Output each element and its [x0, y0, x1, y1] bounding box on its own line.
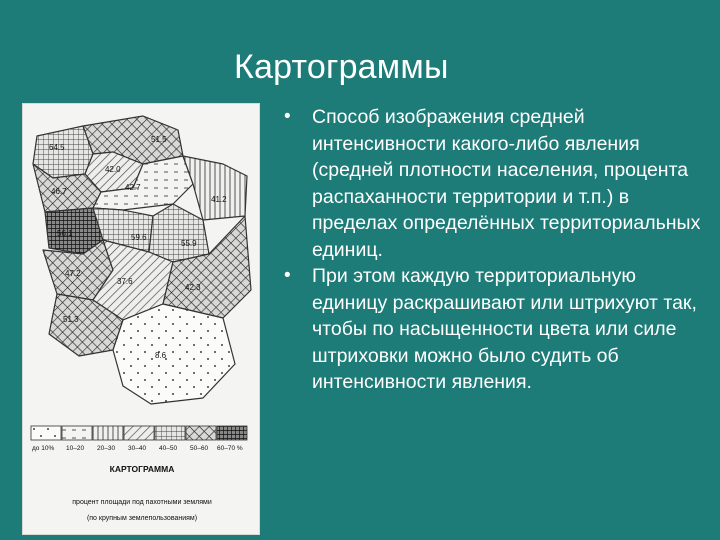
caption [72, 464, 212, 522]
legend-swatch [186, 426, 216, 440]
region-value: 51.3 [63, 315, 79, 324]
region-east [183, 156, 247, 220]
region-south [113, 304, 235, 404]
cartogram-figure [22, 103, 260, 535]
legend-label: до 10% [32, 445, 55, 452]
legend [31, 426, 247, 452]
legend-label: 30–40 [128, 445, 147, 452]
legend-label: 50–60 [190, 445, 209, 452]
legend-swatch [62, 426, 92, 440]
region-value: 51.5 [151, 135, 167, 144]
bullet-item [284, 104, 704, 263]
legend-swatch [124, 426, 154, 440]
region-value: 8.6 [155, 351, 167, 360]
region-value: 46.7 [51, 187, 67, 196]
region-value: 56.1 [57, 229, 73, 238]
region-value: 55.9 [181, 239, 197, 248]
legend-swatch [93, 426, 123, 440]
caption-line: (по крупным землепользованиям) [86, 515, 198, 522]
bullet-dot: • [284, 265, 291, 286]
region-value: 42.3 [185, 283, 201, 292]
region-value: 47.2 [65, 269, 81, 278]
bullet-item [284, 263, 704, 396]
legend-label: 20–30 [97, 445, 116, 452]
region-value: 64.5 [49, 143, 65, 152]
region-value: 42.0 [105, 165, 121, 174]
bullet-list [284, 104, 704, 396]
legend-label: 60–70 % [217, 445, 243, 452]
caption-line: процент площади под пахотными землями [72, 499, 212, 506]
caption-title: КАРТОГРАММА [109, 464, 175, 474]
bullet-text: Способ изображения средней интенсивности какого-либо явления (средней плотности населения, процента распаханности территории и т.п.) в пределах определённых территориальных единиц. [312, 106, 701, 261]
region-value: 42.7 [125, 183, 141, 192]
legend-swatch [217, 426, 247, 440]
slide-title: Картограммы [234, 48, 449, 86]
bullet-text: При этом каждую территориальную единицу раскрашивают или штрихуют так, чтобы по насыщенности цвета или силе штриховки можно было судить об интенсивности явления. [312, 265, 697, 393]
region-value: 37.6 [117, 277, 133, 286]
region-mid-east [149, 204, 209, 262]
cartogram-map [23, 104, 260, 535]
legend-label: 40–50 [159, 445, 178, 452]
region-value: 59.6 [131, 233, 147, 242]
legend-swatch [155, 426, 185, 440]
legend-swatch [31, 426, 61, 440]
region-value: 41.2 [211, 195, 227, 204]
bullet-dot: • [284, 106, 291, 127]
legend-label: 10–20 [66, 445, 85, 452]
